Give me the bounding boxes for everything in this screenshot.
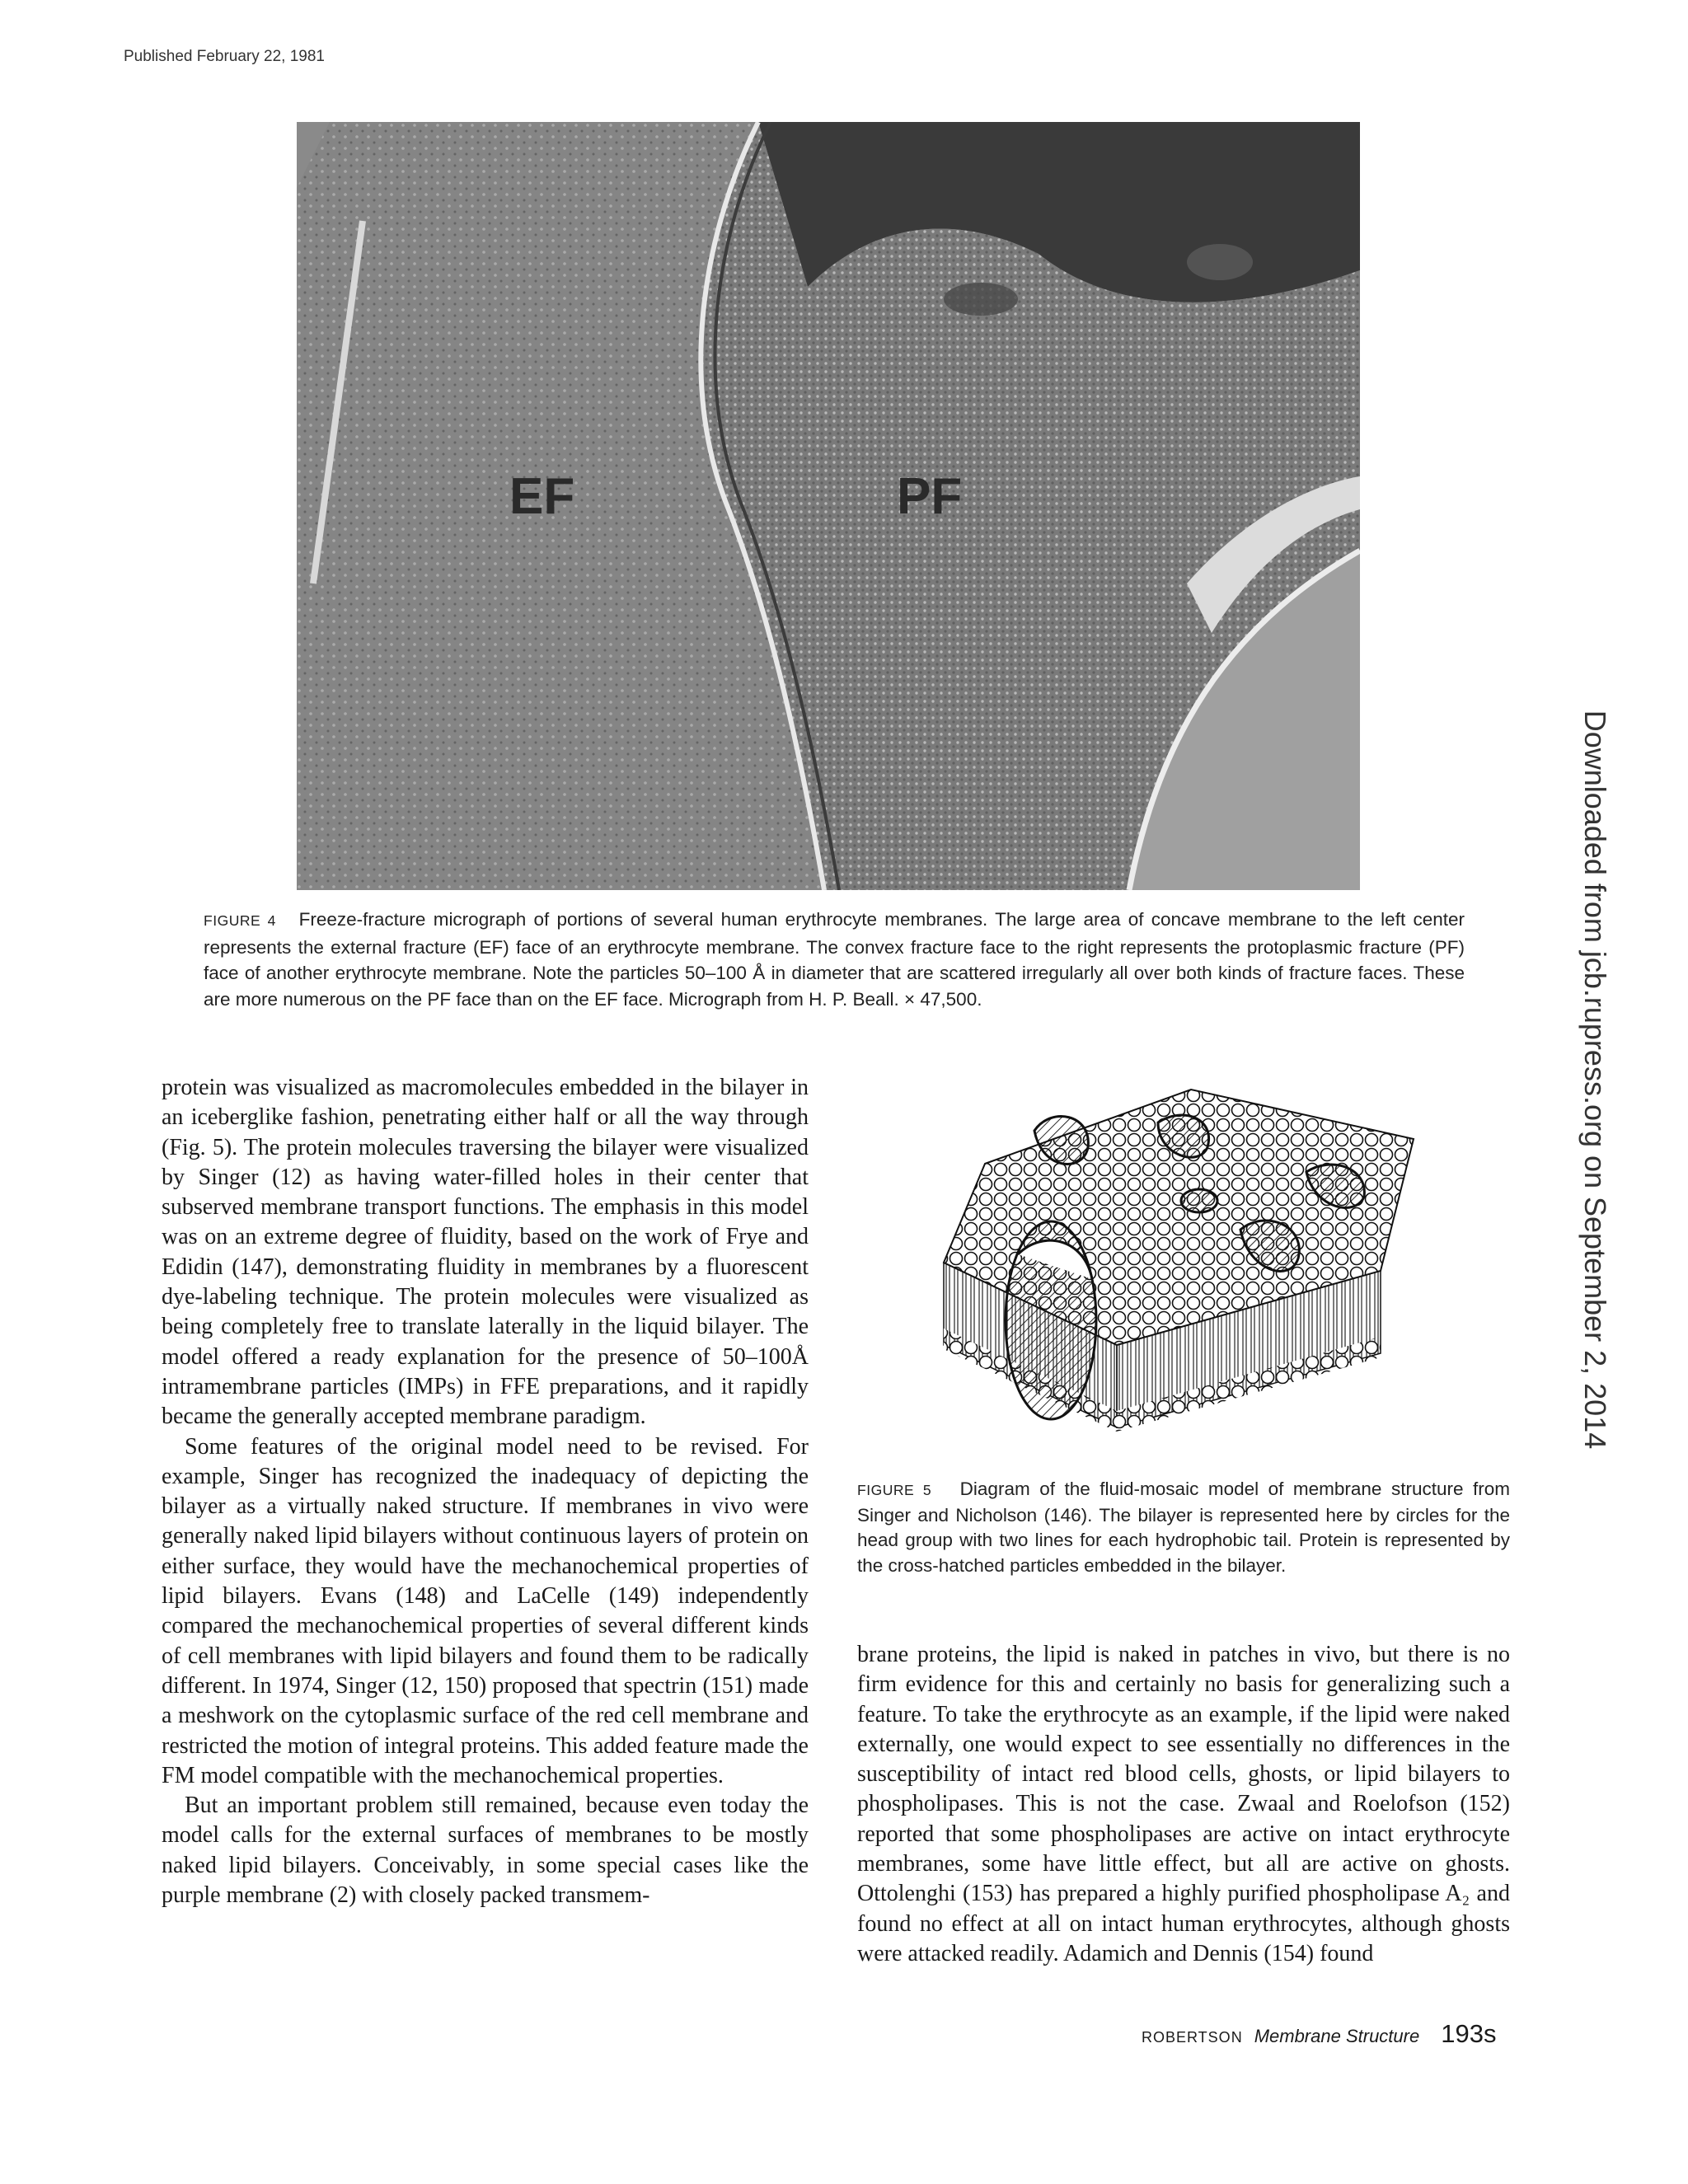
page-number: 193s	[1441, 2019, 1497, 2048]
figure-4-caption	[204, 907, 1465, 1012]
figure-5-diagram	[919, 1073, 1447, 1469]
figure-5-caption-label: FIGURE 5	[857, 1482, 932, 1498]
figure-4-micrograph	[297, 122, 1360, 890]
fluid-mosaic-diagram	[919, 1073, 1447, 1469]
figure-5-caption	[857, 1477, 1510, 1578]
pf-label: PF	[897, 468, 963, 525]
body-paragraph: protein was visualized as macromolecules embedded in the bilayer in an iceberglike fashion, penetrating either half or all the way through (Fig. 5). The protein molecules traversing the bilayer were visualized by Singer (12) as having water-filled holes in their center that subserved membrane transport functions. The emphasis in this model was on an extreme degree of fluidity, based on the work of Frye and Edidin (147), demonstrating fluidity in membranes by a fluorescent dye-labeling technique. The protein molecules were visualized as being completely free to translate laterally in the liquid bilayer. The model offered a ready explanation for the presence of 50–100Å intramembrane particles (IMPs) in FFE preparations, and it rapidly became the generally accepted membrane paradigm.	[162, 1075, 809, 1430]
body-paragraph: Some features of the original model need to be revised. For example, Singer has recognized the inadequacy of depicting the bilayer as a virtually naked structure. If membranes in vivo were generally naked lipid bilayers without continuous layers of protein on either surface, they would have the mechanochemical properties of lipid bilayers. Evans (148) and LaCelle (149) independently compared the mechanochemical properties of several different kinds of cell membranes with lipid bilayers and found them to be radically different. In 1974, Singer (12, 150) proposed that spectrin (151) made a meshwork on the cytoplasmic surface of the red cell membrane and restricted the motion of integral proteins. This added feature made the FM model compatible with the mechanochemical properties.	[162, 1433, 809, 1788]
footer-title: Membrane Structure	[1254, 2026, 1420, 2046]
left-column	[162, 1073, 809, 1910]
figure-4-caption-text: Freeze-fracture micrograph of portions of several human erythrocyte membranes. The large area of concave membrane to the left center represents the external fracture (EF) face of an erythrocyte membrane. The convex fracture face to the right represents the protoplasmic fracture (PF) face of another erythrocyte membrane. Note the particles 50–100 Å in diameter that are scattered irregularly all over both kinds of fracture faces. These are more numerous on the PF face than on the EF face. Micrograph from H. P. Beall. × 47,500.	[204, 909, 1465, 1010]
page-footer	[1142, 2019, 1496, 2049]
right-column	[857, 1640, 1510, 1969]
micrograph-image	[297, 122, 1360, 890]
body-paragraph: brane proteins, the lipid is naked in patches in vivo, but there is no firm evidence for this and certainly no basis for generalizing such a feature. To take the erythrocyte as an example, if the lipid were naked externally, one would expect to see essentially no differences in the susceptibility of intact red blood cells, ghosts, or lipid bilayers to phospholipases. This is not the case. Zwaal and Roelofson (152) reported that some phospholipases are active on intact erythrocyte membranes, some have little effect, but all are active on ghosts. Ottolenghi (153) has prepared a highly purified phospholipase A₂ and found no effect at all on intact human erythrocytes, although ghosts were attacked readily. Adamich and Dennis (154) found	[857, 1642, 1510, 1966]
ef-label: EF	[509, 468, 575, 525]
download-note: Downloaded from jcb.rupress.org on September 2, 2014	[1578, 710, 1612, 1450]
figure-4-caption-label: FIGURE 4	[204, 912, 276, 929]
body-paragraph: But an important problem still remained, because even today the model calls for the external surfaces of membranes to be mostly naked lipid bilayers. Conceivably, in some special cases like the purple membrane (2) with closely packed transmem-	[162, 1793, 809, 1909]
figure-5-caption-text: Diagram of the fluid-mosaic model of membrane structure from Singer and Nicholson (146). The bilayer is represented here by circles for the head group with two lines for each hydrophobic tail. Protein is represented by the cross-hatched particles embedded in the bilayer.	[857, 1479, 1510, 1576]
published-date: Published February 22, 1981	[124, 48, 325, 65]
footer-author: ROBERTSON	[1142, 2029, 1243, 2046]
